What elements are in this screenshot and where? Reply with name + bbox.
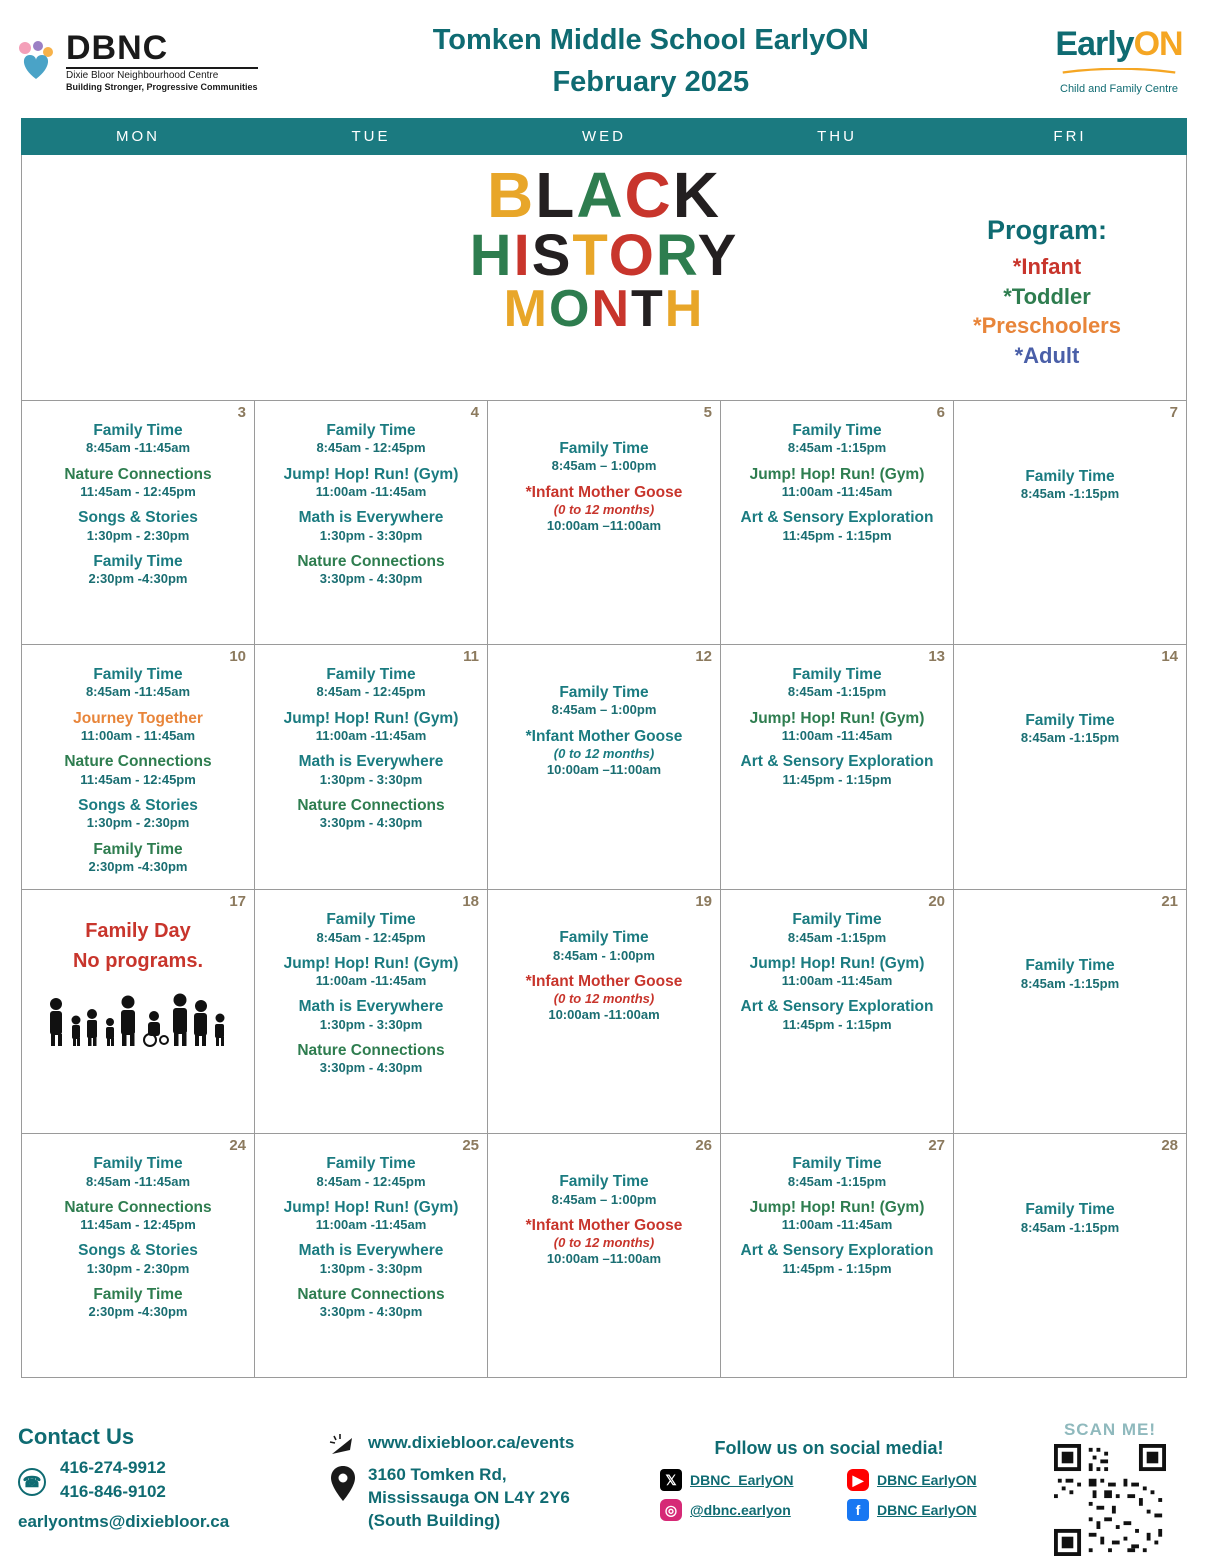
program-legend-preschoolers: *Preschoolers <box>973 313 1121 339</box>
event-time: 10:00am -11:00am <box>548 1007 660 1023</box>
weekday-mon: MON <box>22 119 255 155</box>
event-item <box>261 1198 481 1234</box>
event-item <box>261 1041 481 1077</box>
event-item <box>727 752 947 788</box>
event-item <box>727 421 947 457</box>
event-name: Family Time <box>93 552 183 570</box>
day-number: 28 <box>1161 1137 1178 1155</box>
event-name: Family Time <box>559 440 649 457</box>
phone-number-1[interactable]: 416-274-9912 <box>60 1458 166 1477</box>
dbnc-heart-icon <box>14 39 58 83</box>
qr-code-icon[interactable] <box>1054 1444 1166 1556</box>
bhm-line3: MONTH <box>503 279 705 338</box>
day-number: 19 <box>695 893 712 911</box>
event-name: Jump! Hop! Run! (Gym) <box>749 709 925 727</box>
event-time: 8:45am -11:45am <box>85 684 191 700</box>
social-handle-youtube[interactable]: DBNC EarlyON <box>877 1472 977 1488</box>
event-name: Nature Connections <box>64 465 212 483</box>
event-item <box>727 665 947 701</box>
calendar-day-cell <box>954 890 1187 1134</box>
event-time: 8:45am -1:15pm <box>1020 730 1120 746</box>
event-time: 11:00am -11:45am <box>315 973 427 989</box>
day-number: 24 <box>229 1137 246 1155</box>
day-number: 3 <box>237 404 246 421</box>
instagram-icon: ◎ <box>660 1499 682 1521</box>
weekday-thu: THU <box>721 119 954 155</box>
event-time: 2:30pm -4:30pm <box>88 1304 188 1320</box>
calendar-day-cell <box>488 1134 721 1378</box>
earlyon-logo <box>1044 27 1194 95</box>
event-name: Family Time <box>1025 712 1115 729</box>
day-number: 11 <box>463 648 479 665</box>
dbnc-tagline-1: Dixie Bloor Neighbourhood Centre <box>66 69 219 81</box>
event-item <box>28 840 248 876</box>
event-item <box>261 910 481 946</box>
earlyon-word-early: Early <box>1055 25 1134 63</box>
day-number: 25 <box>462 1137 479 1155</box>
day-events <box>727 421 947 544</box>
event-time: 11:00am -11:45am <box>315 484 427 499</box>
event-name: Nature Connections <box>64 1198 212 1216</box>
page-title-line2: February 2025 <box>552 66 750 98</box>
event-name: Family Time <box>559 1173 649 1191</box>
event-name: Art & Sensory Exploration <box>740 1242 934 1260</box>
contact-heading: Contact Us <box>18 1424 135 1449</box>
address-line-1: 3160 Tomken Rd, <box>368 1465 507 1484</box>
link-icon <box>328 1432 358 1460</box>
event-name: *Infant Mother Goose <box>525 727 683 745</box>
event-name: Art & Sensory Exploration <box>740 509 934 527</box>
calendar-day-cell <box>488 645 721 890</box>
event-item <box>261 954 481 990</box>
event-time: 11:00am -11:45am <box>781 484 893 499</box>
calendar-day-cell <box>255 1134 488 1378</box>
event-name: Family Time <box>792 911 882 929</box>
event-item <box>28 465 248 501</box>
event-name: Family Time <box>93 1286 183 1303</box>
address-line-2: Mississauga ON L4Y 2Y6 <box>368 1487 570 1507</box>
event-item <box>727 1241 947 1277</box>
website-url[interactable]: www.dixiebloor.ca/events <box>368 1433 575 1452</box>
event-item <box>494 928 714 964</box>
event-name: *Infant Mother Goose <box>525 483 683 501</box>
day-number: 21 <box>1161 893 1178 911</box>
dbnc-wordmark: DBNC <box>66 28 169 67</box>
dbnc-logo <box>14 28 258 92</box>
event-name: *Infant Mother Goose <box>525 972 683 990</box>
day-events <box>261 1154 481 1321</box>
calendar-day-cell <box>721 645 954 890</box>
event-item <box>960 711 1180 747</box>
calendar-weeks <box>22 401 1187 1378</box>
facebook-icon: f <box>847 1499 869 1521</box>
event-name: Family Time <box>792 1155 882 1173</box>
event-time: 1:30pm - 2:30pm <box>86 815 190 831</box>
program-legend-title: Program: <box>986 215 1108 245</box>
event-item <box>727 465 947 501</box>
day-number: 17 <box>229 893 246 911</box>
earlyon-subtitle: Child and Family Centre <box>1060 83 1178 95</box>
day-events <box>261 421 481 588</box>
day-events <box>727 665 947 788</box>
calendar-day-cell <box>488 401 721 645</box>
event-item <box>727 709 947 745</box>
calendar-week-row <box>22 1134 1187 1378</box>
day-number: 10 <box>229 648 246 665</box>
event-name: Math is Everywhere <box>298 998 444 1016</box>
event-time: 11:00am -11:45am <box>315 728 427 743</box>
phone-row <box>18 1458 318 1506</box>
calendar-day-cell <box>22 645 255 890</box>
address-block <box>328 1418 628 1533</box>
event-name: Nature Connections <box>297 552 445 570</box>
page-title-line1: Tomken Middle School EarlyON <box>432 23 869 56</box>
day-events <box>28 421 248 588</box>
calendar-day-cell <box>255 645 488 890</box>
weekday-fri: FRI <box>954 119 1187 155</box>
calendar-day-cell <box>22 1134 255 1378</box>
event-time: 8:45am – 1:00pm <box>551 1191 657 1207</box>
event-item <box>261 1154 481 1190</box>
event-name: Jump! Hop! Run! (Gym) <box>283 465 459 483</box>
day-number: 7 <box>1169 404 1178 421</box>
black-history-month-banner <box>22 155 1187 401</box>
day-number: 13 <box>928 648 945 665</box>
day-events <box>261 665 481 832</box>
day-events <box>960 956 1180 992</box>
event-time: 11:45am - 12:45pm <box>80 1217 196 1233</box>
event-name: Nature Connections <box>64 753 212 771</box>
event-time: 8:45am - 12:45pm <box>316 929 426 945</box>
event-name: Art & Sensory Exploration <box>740 998 934 1016</box>
day-events <box>494 683 714 779</box>
dbnc-tagline-2: Building Stronger, Progressive Communities <box>66 81 258 92</box>
weekday-tue: TUE <box>255 119 488 155</box>
program-legend-infant: *Infant <box>1012 254 1082 279</box>
event-name: Family Time <box>93 1155 183 1173</box>
event-item <box>261 552 481 588</box>
day-number: 27 <box>928 1137 945 1155</box>
event-time: 1:30pm - 3:30pm <box>319 527 423 543</box>
event-name: Jump! Hop! Run! (Gym) <box>749 1198 925 1216</box>
day-events <box>727 1154 947 1277</box>
program-legend <box>932 215 1162 371</box>
event-name: Family Time <box>93 666 183 683</box>
event-subtitle: (0 to 12 months) <box>553 1235 655 1251</box>
event-item <box>727 910 947 946</box>
event-name: Songs & Stories <box>78 1242 198 1260</box>
event-item <box>261 709 481 745</box>
event-name: Art & Sensory Exploration <box>740 753 934 771</box>
social-handle-facebook[interactable]: DBNC EarlyON <box>877 1502 977 1518</box>
event-time: 10:00am –11:00am <box>546 762 662 778</box>
event-time: 11:45pm - 1:15pm <box>782 1016 892 1032</box>
calendar-day-cell <box>954 645 1187 890</box>
event-time: 3:30pm - 4:30pm <box>319 815 423 831</box>
day-events <box>494 928 714 1024</box>
event-item <box>494 483 714 535</box>
event-time: 8:45am - 12:45pm <box>316 684 426 700</box>
day-number: 18 <box>462 893 479 911</box>
event-time: 11:00am -11:45am <box>781 973 893 989</box>
event-name: Nature Connections <box>297 1042 445 1059</box>
event-item <box>28 421 248 457</box>
event-item <box>727 1154 947 1190</box>
event-time: 2:30pm -4:30pm <box>88 571 188 587</box>
event-time: 11:45pm - 1:15pm <box>782 771 892 787</box>
day-number: 4 <box>470 404 479 421</box>
scan-me-label: SCAN ME! <box>1063 1420 1157 1439</box>
event-item <box>28 1285 248 1321</box>
event-name: Songs & Stories <box>78 796 198 814</box>
event-time: 8:45am -1:15pm <box>1020 486 1120 502</box>
event-time: 8:45am -11:45am <box>85 440 191 456</box>
event-time: 1:30pm - 2:30pm <box>86 1260 190 1276</box>
day-events <box>960 711 1180 747</box>
event-name: Family Time <box>326 1155 416 1173</box>
calendar-day-cell <box>255 890 488 1134</box>
event-time: 1:30pm - 2:30pm <box>86 527 190 543</box>
event-time: 8:45am -1:15pm <box>787 440 887 456</box>
map-pin-icon <box>328 1464 358 1504</box>
event-name: Journey Together <box>73 709 203 727</box>
bhm-line2: HISTORY <box>469 222 739 288</box>
event-item <box>261 752 481 788</box>
event-name: Family Time <box>792 666 882 683</box>
event-time: 8:45am - 12:45pm <box>316 1173 426 1189</box>
holiday-note <box>28 916 248 1048</box>
event-item <box>28 1198 248 1234</box>
event-name: Family Time <box>792 422 882 439</box>
day-number: 14 <box>1161 648 1178 665</box>
event-item <box>28 796 248 832</box>
event-name: Family Time <box>1025 468 1115 485</box>
social-link-youtube[interactable] <box>847 1469 1020 1491</box>
social-link-facebook[interactable] <box>847 1499 1020 1521</box>
earlyon-word-on: ON <box>1133 25 1183 63</box>
social-link-instagram[interactable] <box>660 1499 833 1521</box>
email-address[interactable]: earlyontms@dixiebloor.ca <box>18 1512 230 1531</box>
program-legend-toddler: *Toddler <box>1003 283 1091 309</box>
event-item <box>494 972 714 1024</box>
program-legend-adult: *Adult <box>1014 343 1080 369</box>
event-name: Math is Everywhere <box>298 509 444 527</box>
event-name: Jump! Hop! Run! (Gym) <box>283 1198 459 1216</box>
event-time: 8:45am -1:15pm <box>787 929 887 945</box>
event-subtitle: (0 to 12 months) <box>553 502 655 517</box>
event-time: 3:30pm - 4:30pm <box>319 571 423 587</box>
day-number: 5 <box>703 404 712 421</box>
event-item <box>960 467 1180 503</box>
day-events <box>28 1154 248 1321</box>
event-time: 8:45am - 12:45pm <box>316 440 426 456</box>
social-handle-instagram[interactable]: @dbnc.earlyon <box>690 1502 791 1518</box>
event-time: 8:45am -1:15pm <box>787 1173 887 1189</box>
event-time: 1:30pm - 3:30pm <box>319 1016 423 1032</box>
event-time: 8:45am - 1:00pm <box>553 947 655 963</box>
contact-block <box>18 1418 318 1532</box>
event-time: 11:00am -11:45am <box>781 728 893 743</box>
phone-icon: ☎ <box>18 1468 46 1496</box>
event-time: 8:45am – 1:00pm <box>551 702 657 718</box>
holiday-name: Family Day <box>85 920 191 943</box>
social-block <box>638 1418 1020 1521</box>
event-time: 8:45am -1:15pm <box>1020 1219 1120 1235</box>
event-time: 1:30pm - 3:30pm <box>319 771 423 787</box>
weekday-wed: WED <box>488 119 721 155</box>
event-time: 8:45am – 1:00pm <box>551 458 657 474</box>
event-time: 11:00am -11:45am <box>315 1217 427 1233</box>
event-name: Family Time <box>559 684 649 701</box>
event-item <box>494 1216 714 1268</box>
event-name: Nature Connections <box>297 1286 445 1303</box>
day-events <box>960 467 1180 503</box>
bhm-line1: BLACK <box>487 159 721 231</box>
event-item <box>494 683 714 719</box>
day-number: 6 <box>936 404 945 421</box>
event-time: 3:30pm - 4:30pm <box>319 1060 423 1076</box>
calendar-week-row <box>22 401 1187 645</box>
day-events <box>494 439 714 535</box>
event-name: Family Time <box>326 911 416 929</box>
earlyon-swoosh-icon <box>1044 68 1194 74</box>
event-item <box>727 1198 947 1234</box>
youtube-icon: ▶ <box>847 1469 869 1491</box>
event-time: 11:45pm - 1:15pm <box>782 527 892 543</box>
event-item <box>960 956 1180 992</box>
event-item <box>261 421 481 457</box>
event-subtitle: (0 to 12 months) <box>553 746 655 761</box>
event-item <box>28 752 248 788</box>
event-name: Family Time <box>326 422 416 439</box>
event-item <box>494 1172 714 1208</box>
day-number: 12 <box>695 648 712 665</box>
event-item <box>28 709 248 745</box>
event-time: 8:45am -1:15pm <box>787 684 887 700</box>
weekday-header-row <box>22 119 1187 155</box>
event-name: Math is Everywhere <box>298 753 444 771</box>
event-name: Family Time <box>559 929 649 947</box>
event-time: 10:00am –11:00am <box>546 1251 662 1267</box>
qr-block <box>1030 1418 1190 1561</box>
event-name: Jump! Hop! Run! (Gym) <box>749 954 925 972</box>
event-name: Nature Connections <box>297 796 445 814</box>
event-item <box>727 997 947 1033</box>
family-silhouette-icon <box>38 990 238 1048</box>
event-time: 11:00am - 11:45am <box>80 728 196 743</box>
event-time: 8:45am -11:45am <box>85 1173 191 1189</box>
event-item <box>261 1285 481 1321</box>
event-name: Family Time <box>93 840 183 858</box>
day-number: 26 <box>695 1137 712 1155</box>
x-icon: 𝕏 <box>660 1469 682 1491</box>
day-events <box>494 1172 714 1268</box>
calendar-day-cell <box>721 401 954 645</box>
earlyon-wordmark <box>1044 27 1194 61</box>
event-item <box>261 1241 481 1277</box>
calendar-week-row <box>22 645 1187 890</box>
event-time: 8:45am -1:15pm <box>1020 975 1120 991</box>
event-item <box>28 552 248 588</box>
event-name: *Infant Mother Goose <box>525 1216 683 1234</box>
event-name: Jump! Hop! Run! (Gym) <box>749 465 925 483</box>
event-time: 11:45am - 12:45pm <box>80 771 196 787</box>
calendar-day-cell <box>721 890 954 1134</box>
event-time: 11:00am -11:45am <box>781 1217 893 1233</box>
day-events <box>727 910 947 1033</box>
dbnc-divider <box>66 67 258 69</box>
event-name: Family Time <box>1025 957 1115 975</box>
event-item <box>261 465 481 501</box>
event-time: 1:30pm - 3:30pm <box>319 1260 423 1276</box>
event-subtitle: (0 to 12 months) <box>553 991 655 1007</box>
event-name: Family Time <box>326 666 416 683</box>
event-item <box>28 1154 248 1190</box>
holiday-status: No programs. <box>72 950 204 973</box>
event-item <box>261 665 481 701</box>
day-number: 20 <box>928 893 945 911</box>
calendar-day-cell <box>22 890 255 1134</box>
day-events <box>28 665 248 875</box>
social-heading: Follow us on social media! <box>714 1438 944 1458</box>
event-item <box>28 665 248 701</box>
event-item <box>28 1241 248 1277</box>
event-time: 11:45pm - 1:15pm <box>782 1260 892 1276</box>
event-item <box>727 508 947 544</box>
calendar-day-cell <box>22 401 255 645</box>
bhm-artwork <box>424 159 784 338</box>
page-footer <box>0 1412 1208 1564</box>
event-item <box>261 997 481 1033</box>
event-name: Math is Everywhere <box>298 1242 444 1260</box>
calendar-day-cell <box>721 1134 954 1378</box>
day-events <box>261 910 481 1077</box>
event-name: Family Time <box>1025 1201 1115 1219</box>
day-events <box>960 1200 1180 1236</box>
event-item <box>960 1200 1180 1236</box>
event-name: Jump! Hop! Run! (Gym) <box>283 709 459 727</box>
event-item <box>494 439 714 475</box>
event-item <box>261 796 481 832</box>
event-time: 10:00am –11:00am <box>546 518 662 534</box>
social-link-x[interactable] <box>660 1469 833 1491</box>
event-name: Songs & Stories <box>78 509 198 527</box>
event-item <box>494 727 714 779</box>
event-name: Family Time <box>93 422 183 439</box>
event-item <box>28 508 248 544</box>
address-line-3: (South Building) <box>368 1510 501 1530</box>
calendar-table <box>21 118 1187 1378</box>
phone-number-2[interactable]: 416-846-9102 <box>60 1482 166 1501</box>
calendar-week-row <box>22 890 1187 1134</box>
calendar-day-cell <box>255 401 488 645</box>
page-title <box>258 19 1044 103</box>
calendar-day-cell <box>954 1134 1187 1378</box>
event-item <box>261 508 481 544</box>
event-time: 11:45am - 12:45pm <box>80 484 196 499</box>
event-item <box>727 954 947 990</box>
page-header <box>0 0 1208 118</box>
calendar-day-cell <box>488 890 721 1134</box>
event-time: 2:30pm -4:30pm <box>88 858 188 874</box>
event-time: 3:30pm - 4:30pm <box>319 1304 423 1320</box>
social-handle-x[interactable]: DBNC_EarlyON <box>690 1472 794 1488</box>
calendar-day-cell <box>954 401 1187 645</box>
event-name: Jump! Hop! Run! (Gym) <box>283 954 459 972</box>
